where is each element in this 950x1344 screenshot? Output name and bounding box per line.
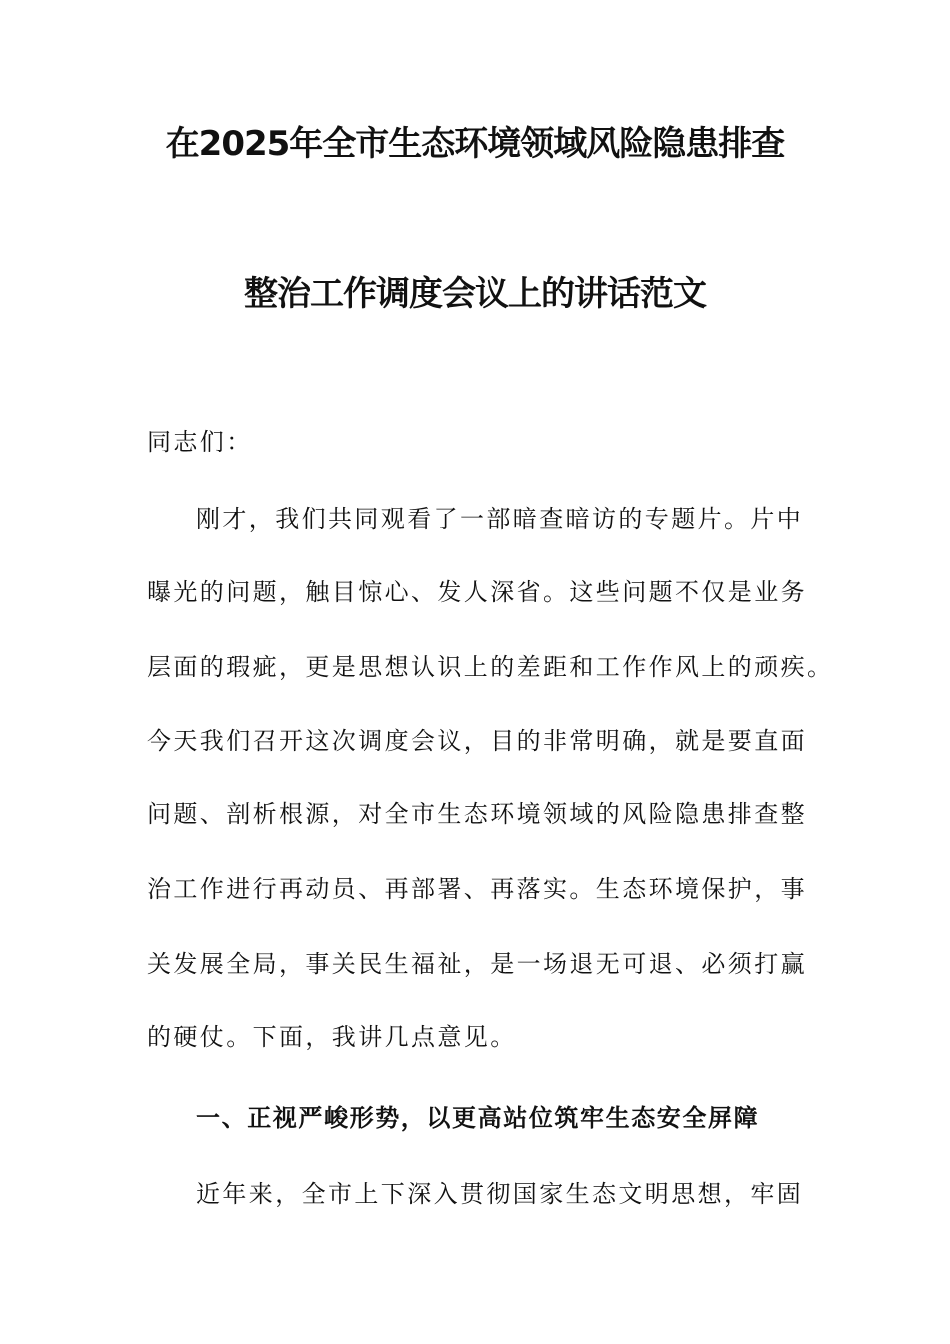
paragraph-2-line-1: 近年来，全市上下深入贯彻国家生态文明思想，牢固	[196, 1180, 804, 1208]
paragraph-1-line-2: 曝光的问题，触目惊心、发人深省。这些问题不仅是业务	[147, 578, 807, 606]
section-1-heading: 一、正视严峻形势，以更高站位筑牢生态安全屏障	[196, 1103, 760, 1132]
paragraph-1-line-7: 关发展全局，事关民生福祉，是一场退无可退、必须打赢	[147, 950, 807, 978]
paragraph-1-line-6: 治工作进行再动员、再部署、再落实。生态环境保护，事	[147, 875, 807, 903]
paragraph-1-line-5: 问题、剖析根源，对全市生态环境领域的风险隐患排查整	[147, 800, 807, 828]
document-title-line-2: 整治工作调度会议上的讲话范文	[244, 274, 706, 314]
paragraph-1-line-8: 的硬仗。下面，我讲几点意见。	[147, 1023, 517, 1051]
paragraph-1-line-3: 层面的瑕疵，更是思想认识上的差距和工作作风上的顽疾。	[147, 653, 834, 681]
paragraph-1-line-4: 今天我们召开这次调度会议，目的非常明确，就是要直面	[147, 727, 807, 755]
document-title-line-1: 在2025年全市生态环境领域风险隐患排查	[165, 124, 785, 164]
paragraph-1-line-1: 刚才，我们共同观看了一部暗查暗访的专题片。片中	[196, 505, 804, 533]
salutation: 同志们：	[147, 428, 253, 456]
